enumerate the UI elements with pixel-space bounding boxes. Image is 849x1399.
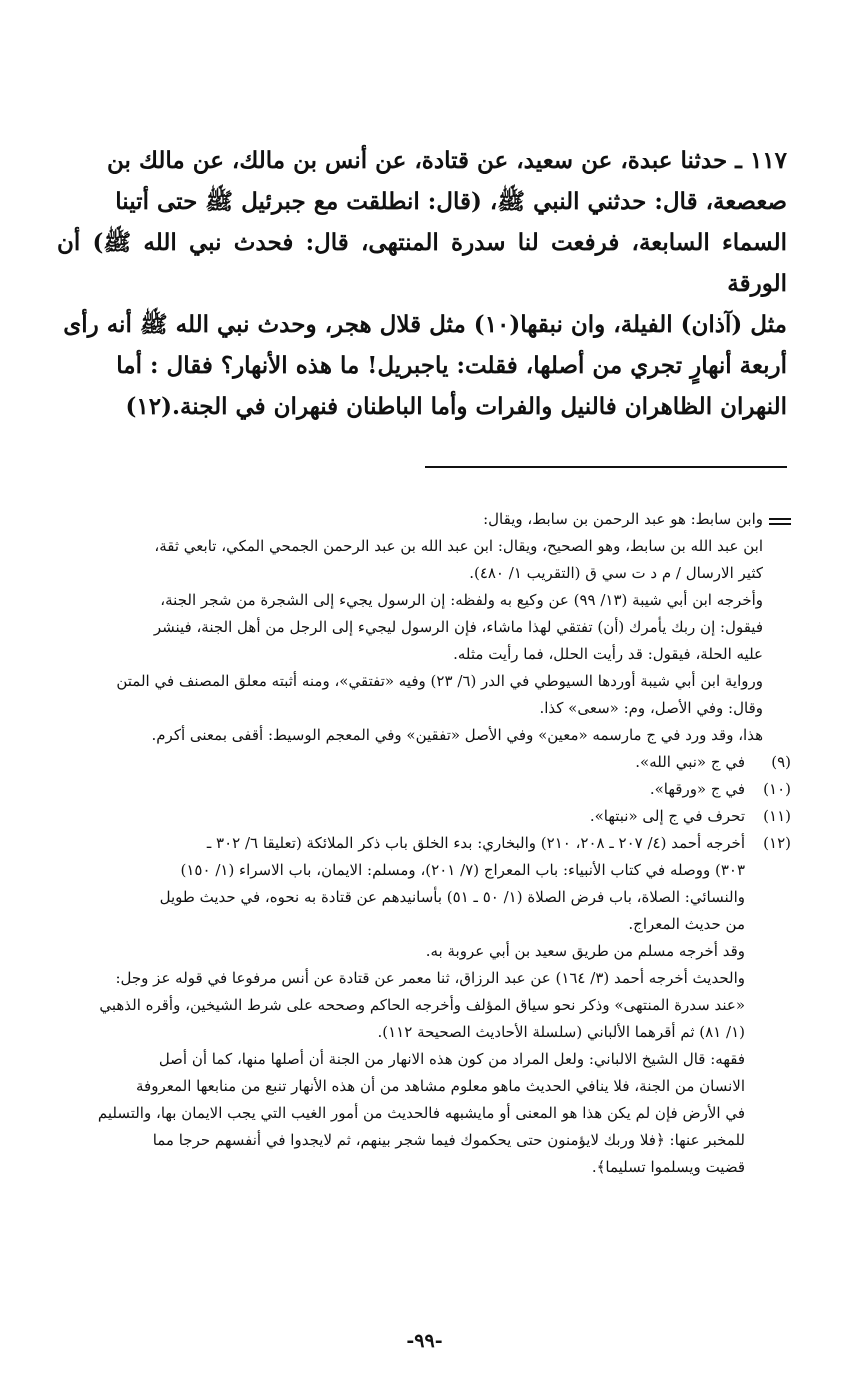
- footnote-number: (٩): [771, 753, 791, 771]
- footnote-number: (١٠): [763, 780, 791, 798]
- footnote-number: (١١): [763, 807, 791, 825]
- hadith-line: النهران الظاهران فالنيل والفرات وأما الباطنان فنهران في الجنة.(١٢): [125, 393, 787, 420]
- footnotes: [51, 506, 791, 1181]
- continuation-mark-icon: [763, 506, 791, 525]
- footnote-separator: [425, 466, 787, 468]
- footnote-line: وقال: وفي الأصل، وم: «سعى» كذا.: [539, 699, 763, 717]
- footnote-line: ٣٠٣) ووصله في كتاب الأنبياء: باب المعراج (٧/ ٢٠١)، ومسلم: الايمان، باب الاسراء (١/ ١٥٠): [180, 861, 745, 879]
- hadith-line: ١١٧ ـ حدثنا عبدة، عن سعيد، عن قتادة، عن أنس بن مالك، عن مالك بن: [107, 147, 787, 174]
- footnote-12-continued: [51, 938, 791, 1181]
- footnote-line: وقد أخرجه مسلم من طريق سعيد بن أبي عروبة به.: [425, 942, 745, 960]
- hadith-line: مثل (آذان) الفيلة، وان نبقها(١٠) مثل قلال هجر، وحدث نبي الله ﷺ أنه رأى: [63, 311, 787, 338]
- footnote-line: في ج «نبي الله».: [635, 753, 745, 771]
- footnote-line: كثير الارسال / م د ت سي ق (التقريب ١/ ٤٨٠).: [469, 564, 763, 582]
- footnote-line: ورواية ابن أبي شيبة أوردها السيوطي في الدر (٦/ ٢٣) وفيه «تفتقي»، ومنه أثبته معلق المصنف في المتن: [116, 672, 763, 690]
- footnote-number: (١٢): [763, 834, 791, 852]
- footnote-line: (١/ ٨١) ثم أقرهما الألباني (سلسلة الأحاديث الصحيحة ١١٢).: [377, 1023, 745, 1041]
- footnote-continuation: [51, 506, 791, 749]
- footnote-12: [51, 830, 791, 938]
- footnote-line: فيقول: إن ربك يأمرك (أن) تفتقي لهذا ماشاء، فإن الرسول ليجيء إلى الرجل من أهل الجنة، فينشر: [153, 618, 763, 636]
- footnote-line: وابن سابط: هو عبد الرحمن بن سابط، ويقال:: [483, 510, 763, 528]
- footnote-line: قضيت ويسلموا تسليما﴾.: [591, 1158, 745, 1176]
- footnote-line: عليه الحلة، فيقول: قد رأيت الحلل، فما رأيت مثله.: [453, 645, 763, 663]
- footnote-line: فقهه: قال الشيخ الالباني: ولعل المراد من كون هذه الانهار من الجنة أن أصلها منها، كما أن أصل: [158, 1050, 745, 1068]
- footnote-line: للمخبر عنها: ﴿فلا وربك لايؤمنون حتى يحكموك فيما شجر بينهم، ثم لايجدوا في أنفسهم حرجا مما: [152, 1131, 745, 1149]
- footnote-line: وأخرجه ابن أبي شيبة (١٣/ ٩٩) عن وكيع به ولفظه: إن الرسول يجيء إلى الشجرة من شجر الجنة،: [160, 591, 763, 609]
- footnote-line: تحرف في ج إلى «نبتها».: [589, 807, 745, 825]
- footnote-line: هذا، وقد ورد في ج مارسمه «معين» وفي الأصل «تفقين» وفي المعجم الوسيط: أقفى بمعنى أكرم.: [151, 726, 763, 744]
- footnote-line: ابن عبد الله بن سابط، وهو الصحيح، ويقال: ابن عبد الله بن عبد الرحمن الجمحي المكي، تابعي ثقة،: [154, 537, 763, 555]
- page-number: -٩٩-: [406, 1330, 443, 1352]
- footnote-line: والحديث أخرجه أحمد (٣/ ١٦٤) عن عبد الرزاق، ثنا معمر عن قتادة عن أنس مرفوعا في قوله عز وجل:: [115, 969, 745, 987]
- hadith-text: [57, 140, 787, 427]
- footnote-line: «عند سدرة المنتهى» وذكر نحو سياق المؤلف وأخرجه الحاكم وصححه على شرط الشيخين، وأقره الذهبي: [99, 996, 745, 1014]
- footnote-line: أخرجه أحمد (٤/ ٢٠٧ ـ ٢٠٨، ٢١٠) والبخاري: بدء الخلق باب ذكر الملائكة (تعليقا ٦/ ٣٠٢ ـ: [206, 834, 745, 852]
- footnote-line: من حديث المعراج.: [628, 915, 745, 933]
- hadith-line: صعصعة، قال: حدثني النبي ﷺ، (قال: انطلقت مع جبرئيل ﷺ حتى أتينا: [115, 188, 787, 215]
- footnote-line: الانسان من الجنة، فلا ينافي الحديث ماهو معلوم مشاهد من أن هذه الأنهار تنبع من منابعها المعروفة: [136, 1077, 745, 1095]
- hadith-line: أربعة أنهارٍ تجري من أصلها، فقلت: ياجبريل! ما هذه الأنهار؟ فقال : أما: [116, 352, 787, 379]
- footnote-10: [51, 776, 791, 803]
- footnote-line: في ج «ورقها».: [649, 780, 745, 798]
- footnote-line: في الأرض فإن لم يكن هذا هو المعنى أو مايشبهه فالحديث من أمور الغيب التي يجب الايمان بها، والتسليم: [97, 1104, 745, 1122]
- footnote-line: والنسائي: الصلاة، باب فرض الصلاة (١/ ٥٠ ـ ٥١) بأسانيدهم عن قتادة به نحوه، في حديث طويل: [159, 888, 745, 906]
- hadith-line: السماء السابعة، فرفعت لنا سدرة المنتهى، قال: فحدث نبي الله ﷺ) أن الورقة: [57, 229, 787, 297]
- footnote-9: [51, 749, 791, 776]
- footnote-11: [51, 803, 791, 830]
